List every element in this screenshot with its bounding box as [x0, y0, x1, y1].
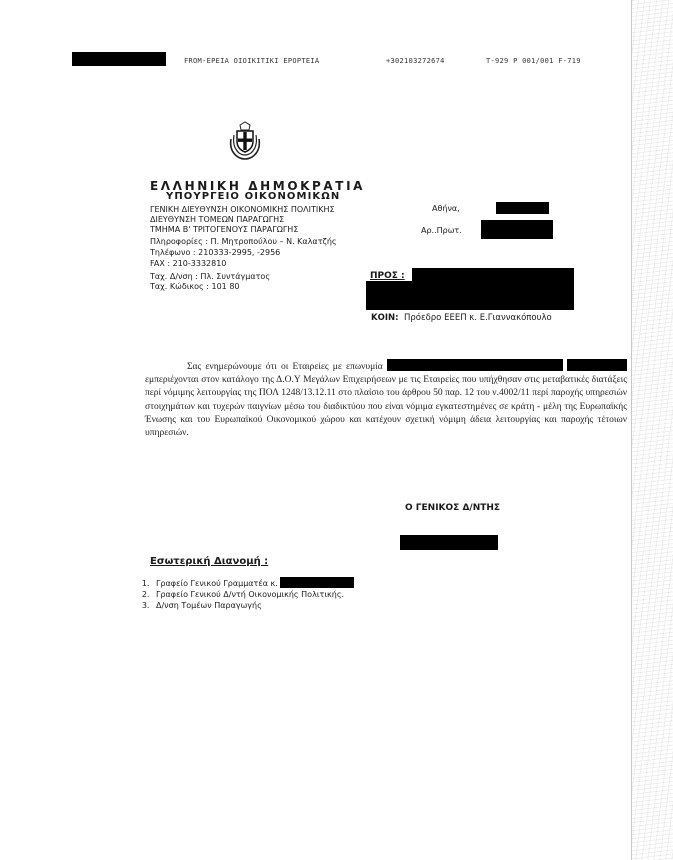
redaction-recipient-2 — [366, 281, 574, 310]
redaction-company-names-1 — [387, 359, 563, 371]
letterhead-line: Πληροφορίες : Π. Μητροπούλου – Ν. Καλατζής — [150, 237, 337, 246]
greek-coat-of-arms-icon — [226, 121, 264, 161]
distribution-item: 3. Δ/νση Τομέων Παραγωγής — [152, 600, 354, 611]
redaction-fax-sender — [72, 52, 166, 66]
letterhead-line: ΤΜΗΜΑ Β' ΤΡΙΤΟΓΕΝΟΥΣ ΠΑΡΑΓΩΓΗΣ — [150, 225, 299, 234]
republic-title: ΕΛΛΗΝΙΚΗ ΔΗΜΟΚΡΑΤΙΑ — [150, 179, 366, 193]
letterhead-line: Ταχ. Δ/νση : Πλ. Συντάγματος — [150, 272, 271, 281]
scan-edge-shadow — [632, 0, 673, 860]
ministry-title: ΥΠΟΥΡΓΕΙΟ ΟΙΚΟΝΟΜΙΚΩΝ — [166, 191, 341, 202]
redaction-date — [496, 202, 549, 214]
body-paragraph — [145, 359, 627, 440]
letterhead-line: Ταχ. Κώδικος : 101 80 — [150, 282, 240, 291]
cc-label: ΚΟΙΝ: — [371, 313, 399, 323]
distribution-heading: Εσωτερική Διανομή : — [150, 556, 269, 567]
letterhead-line: Τηλέφωνο : 210333-2995, -2956 — [150, 248, 281, 257]
body-text-part1: Σας ενημερώνουμε ότι οι Εταιρείες με επωνυμία — [187, 362, 383, 372]
city-label: Αθήνα, — [432, 204, 460, 213]
distribution-item: 2. Γραφείο Γενικού Δ/ντή Οικονομικής Πολιτικής. — [152, 589, 354, 600]
fax-from: FROM-ΕΡΕΙΑ ΟΙΟΙΚΙΤΙΚΙ ΕΡΟΡΤΕΙΑ — [184, 57, 320, 65]
redaction-company-names-2 — [567, 359, 627, 371]
fax-code: T-929 P 001/001 F-719 — [486, 57, 581, 65]
redaction-protocol — [481, 220, 553, 239]
redaction-recipient-1 — [412, 268, 574, 282]
signature-title: Ο ΓΕΝΙΚΟΣ Δ/ΝΤΗΣ — [405, 503, 501, 513]
to-label: ΠΡΟΣ : — [370, 271, 405, 281]
distribution-item: 1. Γραφείο Γενικού Γραμματέα κ. — [152, 577, 354, 589]
redaction-secretary-name — [280, 577, 354, 588]
redaction-signature — [400, 535, 498, 550]
fax-number: +302103272674 — [386, 57, 445, 65]
distribution-list — [130, 577, 354, 611]
letterhead-line: FAX : 210-3332810 — [150, 259, 227, 268]
body-text-part2: εμπεριέχονται στον κατάλογο της Δ.Ο.Υ Μεγάλων Επιχειρήσεων με τις Εταιρείες που υπήχθησαν στις μεταβατικές διατάξεις περί νόμιμης λειτουργίας της ΠΟΛ 1248/13.12.11 στο πλαίσιο του άρθρου 50 παρ. 12 του ν.4002/11 περί παροχής υπηρεσιών στοιχημάτων και τυχερών παιγνίων μέσω του διαδικτύου που είναι νόμιμα εγκατεστημένες σε κράτη - μέλη της Ευρωπαϊκής Ένωσης και του Ευρωπαϊκού Οικονομικού χώρου και κατέχουν σχετική νόμιμη άδεια λειτουργίας και παροχής τέτοιων υπηρεσιών. — [145, 375, 627, 439]
letterhead-line: ΔΙΕΥΘΥΝΣΗ ΤΟΜΕΩΝ ΠΑΡΑΓΩΓΗΣ — [150, 215, 285, 224]
letterhead-line: ΓΕΝΙΚΗ ΔΙΕΥΘΥΝΣΗ ΟΙΚΟΝΟΜΙΚΗΣ ΠΟΛΙΤΙΚΗΣ — [150, 205, 335, 214]
protocol-label: Αρ..Πρωτ. — [421, 226, 462, 235]
cc-text: Πρόεδρο ΕΕΕΠ κ. Ε.Γιαννακόπουλο — [404, 313, 552, 323]
